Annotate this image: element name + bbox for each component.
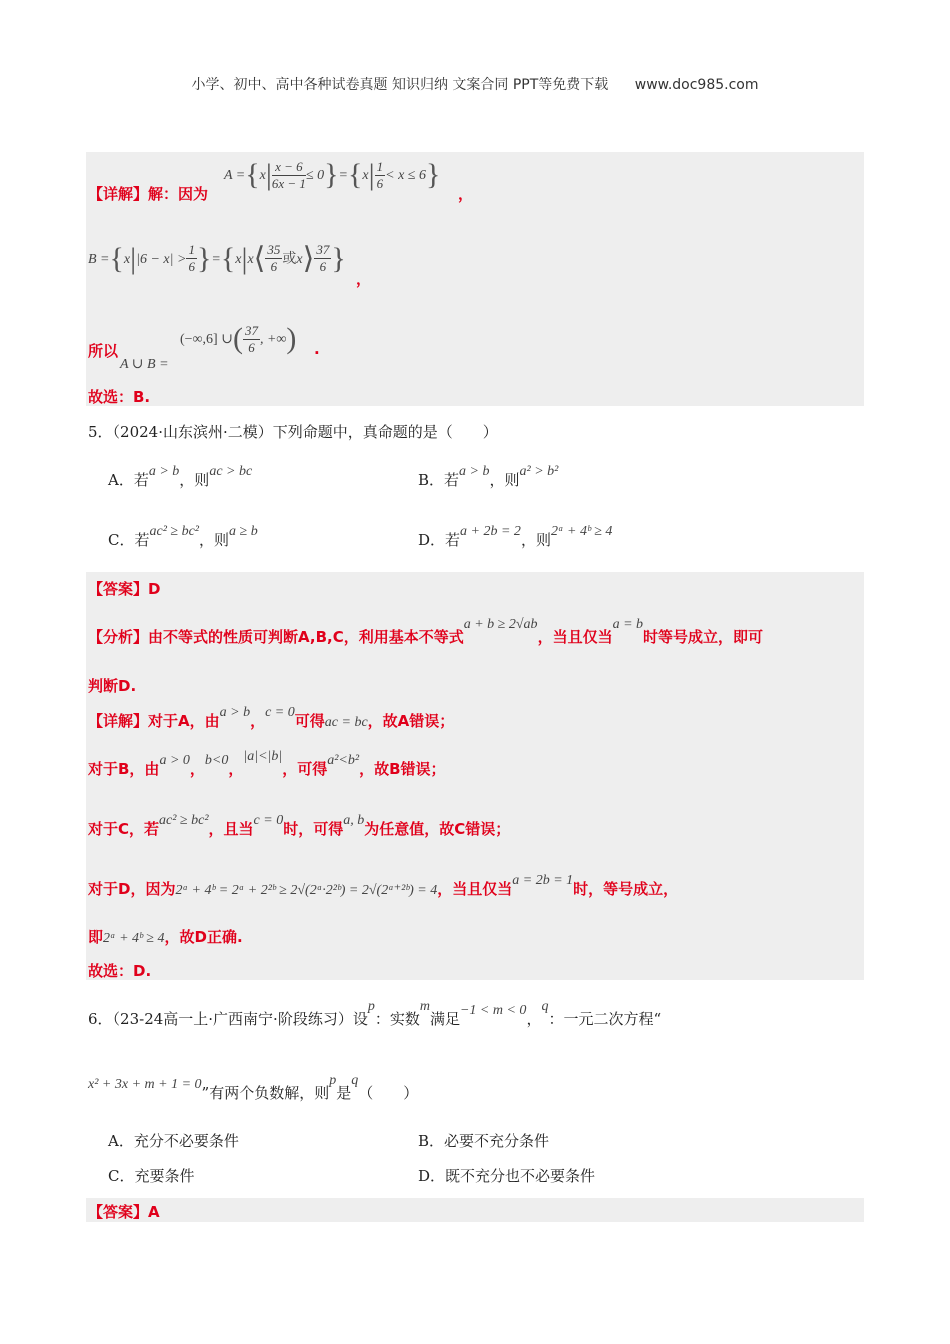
sol4-union-left: A ∪ B =	[120, 357, 169, 372]
q6-option-a[interactable]: A．充分不必要条件	[108, 1132, 239, 1150]
sol4-line-a	[88, 183, 208, 204]
q5-detail-2: 对于B，由a > 0，b<0，|a|<|b|，可得a²<b²，故B错误；	[88, 749, 446, 778]
sol4-period: .	[314, 340, 320, 358]
sol4-comma1: ，	[458, 185, 474, 203]
q6-stem-line1: 6．（23-24高一上·广西南宁·阶段练习）设p：实数m满足−1 < m < 0，q：一元二次方程“	[88, 999, 662, 1028]
q5-detail-4: 对于D，因为2ᵃ + 4ᵇ = 2ᵃ + 2²ᵇ ≥ 2√(2ᵃ·2²ᵇ) = 2√(2ᵃ⁺²ᵇ) = 4，当且仅当a = 2b = 1时，等号成立，	[88, 873, 679, 898]
q6-stem-line2: x² + 3x + m + 1 = 0”有两个负数解，则p是q（ ）	[88, 1073, 419, 1102]
page-header	[0, 74, 950, 94]
q6-option-c[interactable]: C．充要条件	[108, 1167, 195, 1185]
q6-answer: 【答案】A	[88, 1203, 160, 1221]
detail-label: 【详解】解：因为	[88, 185, 209, 203]
q6-option-b[interactable]: B．必要不充分条件	[418, 1132, 550, 1150]
sol4-union-right: (−∞,6] ∪( $\frac{37}{6}$ , +∞)	[180, 322, 297, 355]
header-url: www.doc985.com	[634, 77, 759, 93]
q5-detail-5: 即2ᵃ + 4ᵇ ≥ 4，故D正确.	[88, 928, 243, 946]
q5-option-d[interactable]: D．若a + 2b = 2，则2ᵃ + 4ᵇ ≥ 4	[418, 524, 613, 549]
header-text: 小学、初中、高中各种试卷真题 知识归纳 文案合同 PPT等免费下载	[191, 77, 609, 93]
sol4-comma2: ，	[356, 270, 372, 288]
q5-analysis-line2: 判断D.	[88, 677, 137, 695]
q5-detail-3: 对于C，若ac² ≥ bc²，且当c = 0时，可得a, b为任意值，故C错误；	[88, 813, 511, 838]
sol4-math-a: A ={x| $\frac{x - 6}{6x - 1}$ ≤ 0}={x| $\frac{1}{6}$ < x ≤ 6}	[224, 158, 441, 191]
q6-answer-box	[86, 1198, 864, 1222]
sol4-math-b: B ={x||6 − x| > $\frac{1}{6}$ }={x|x⟨ $\frac{35}{6}$ 或x⟩ $\frac{37}{6}$ }	[88, 241, 346, 275]
q5-option-c[interactable]: C．若ac² ≥ bc²，则a ≥ b	[108, 524, 258, 549]
q5-answer: 【答案】D	[88, 580, 161, 598]
q5-choice: 故选：D.	[88, 962, 152, 980]
q5-option-b[interactable]: B．若a > b，则a² > b²	[418, 464, 559, 489]
q6-option-d[interactable]: D．既不充分也不必要条件	[418, 1167, 596, 1185]
q5-analysis-line1: 【分析】由不等式的性质可判断A,B,C，利用基本不等式a + b ≥ 2√ab，当且仅当a = b时等号成立，即可	[88, 617, 764, 646]
q5-option-a[interactable]: A．若a > b，则ac > bc	[108, 464, 253, 489]
q5-stem: 5．（2024·山东滨州·二模）下列命题中，真命题的是（ ）	[88, 423, 498, 441]
sol4-therefore: 所以	[88, 342, 119, 360]
sol4-choice: 故选：B.	[88, 388, 151, 406]
q5-detail-1: 【详解】对于A，由a > b，c = 0可得ac = bc，故A错误；	[88, 705, 455, 730]
